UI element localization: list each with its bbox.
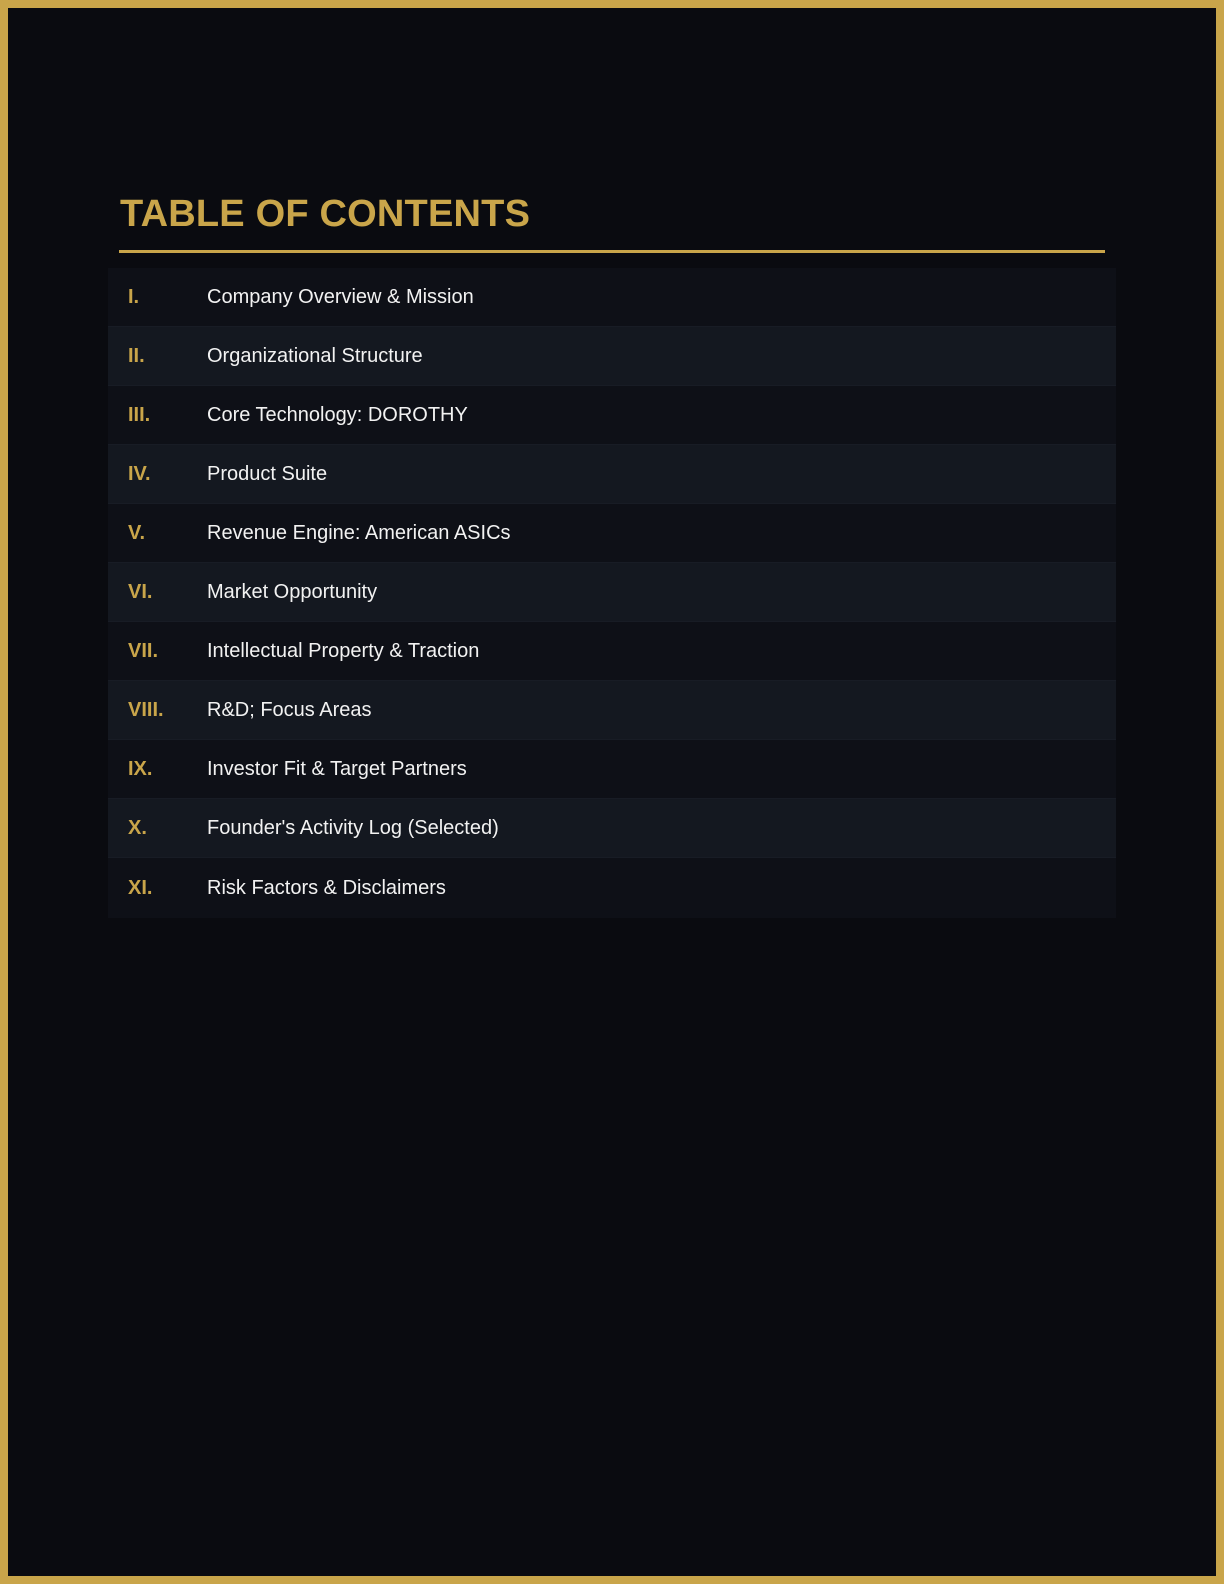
page-title: TABLE OF CONTENTS (120, 193, 531, 235)
toc-entry-8[interactable] (108, 681, 1116, 740)
toc-entry-label: Organizational Structure (207, 344, 423, 367)
toc-entry-1[interactable] (108, 268, 1116, 327)
toc-entry-6[interactable] (108, 563, 1116, 622)
toc-entry-label: R&D; Focus Areas (207, 698, 372, 721)
toc-entry-5[interactable] (108, 504, 1116, 563)
toc-entry-label: Product Suite (207, 462, 328, 485)
toc-entry-label: Company Overview & Mission (207, 285, 474, 308)
toc-entry-number: IX. (128, 757, 153, 780)
title-divider (119, 250, 1105, 253)
toc-entry-number: VI. (128, 580, 153, 603)
toc-entry-11[interactable] (108, 858, 1116, 918)
toc-entry-label: Market Opportunity (207, 580, 378, 603)
toc-entry-number: III. (128, 403, 151, 426)
toc-entry-number: VII. (128, 639, 159, 662)
toc-entry-number: IV. (128, 462, 151, 485)
toc-entry-label: Risk Factors & Disclaimers (207, 876, 446, 899)
toc-entry-label: Intellectual Property & Traction (207, 639, 480, 662)
toc-entry-label: Revenue Engine: American ASICs (207, 521, 511, 544)
toc-entry-number: X. (128, 816, 147, 839)
toc-entry-label: Core Technology: DOROTHY (207, 403, 468, 426)
toc-entry-2[interactable] (108, 327, 1116, 386)
toc-entry-7[interactable] (108, 622, 1116, 681)
toc-entry-9[interactable] (108, 740, 1116, 799)
toc-entry-10[interactable] (108, 799, 1116, 858)
toc-entry-number: II. (128, 344, 145, 367)
toc-entry-3[interactable] (108, 386, 1116, 445)
toc-entry-label: Founder's Activity Log (Selected) (207, 816, 499, 839)
toc-entry-4[interactable] (108, 445, 1116, 504)
toc-entry-number: XI. (128, 876, 153, 899)
toc-entry-number: VIII. (128, 698, 164, 721)
toc-list (108, 268, 1116, 918)
toc-entry-number: V. (128, 521, 146, 544)
toc-entry-number: I. (128, 285, 140, 308)
toc-entry-label: Investor Fit & Target Partners (207, 757, 467, 780)
